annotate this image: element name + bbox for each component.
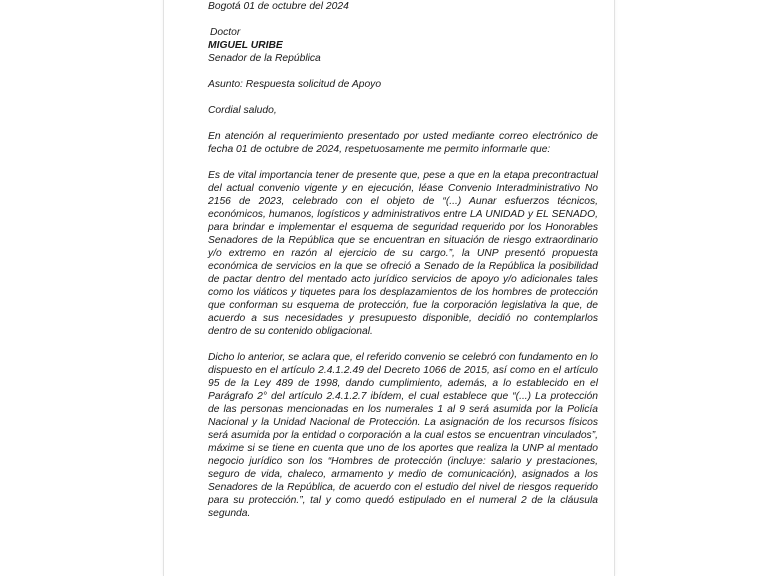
letter-paragraph-legal-basis: Dicho lo anterior, se aclara que, el referido convenio se celebró con fundamento en lo dispuesto en el artículo 2.4.1.2.49 del Decreto 1066 de 2015, así como en el artículo 95 de la Ley 489 de 1998, dando cumplimiento, además, a lo establecido en el Parágrafo 2° del artículo 2.4.1.2.7 ibídem, el cual establece que “(...) La protección de las personas mencionadas en los numerales 1 al 9 será asumida por la Policía Nacional y la Unidad Nacional de Protección. La asignación de los recursos físicos será asumida por la entidad o corporación a la cual estos se encuentran vinculados”, máxime si se tiene en cuenta que uno de los aportes que realiza la UNP al mentado negocio jurídico son los “Hombres de protección (incluye: salario y prestaciones, seguro de vida, chaleco, armamento y medio de comunicación), asignados a los Senadores de la República, de acuerdo con el estudio del nivel de riesgos requerido para su protección.”, tal y como quedó estipulado en el numeral 2 de la cláusula segunda. bbox=[208, 352, 598, 519]
addressee-name: MIGUEL URIBE bbox=[208, 40, 283, 51]
letter-body bbox=[208, 0, 598, 520]
letter-greeting: Cordial saludo, bbox=[208, 105, 277, 116]
addressee-title: Doctor bbox=[210, 27, 241, 38]
letter-date: Bogotá 01 de octubre del 2024 bbox=[208, 1, 349, 12]
letter-paragraph-context: Es de vital importancia tener de presente que, pese a que en la etapa precontractual del actual convenio vigente y en ejecución, léase Convenio Interadministrativo No 2156 de 2023, celebrado con el objeto de “(...) Aunar esfuerzos técnicos, económicos, humanos, logísticos y administrativos entre LA UNIDAD y EL SENADO, para brindar e implementar el esquema de seguridad requerido por los Honorables Senadores de la República que se encuentran en situación de riesgo extraordinario y/o extremo en razón al ejercicio de su cargo.”, la UNP presentó propuesta económica de servicios en la que se ofreció a Senado de la República la posibilidad de pactar dentro del mentado acto jurídico servicios de apoyo y/o adicionales tales como los viáticos y tiquetes para los desplazamientos de los hombres de protección que conforman su esquema de protección, fue la corporación legislativa la que, de acuerdo a sus necesidades y presupuesto disponible, decidió no contemplarlos dentro de su contenido obligacional. bbox=[208, 170, 598, 337]
letter-paragraph-intro: En atención al requerimiento presentado por usted mediante correo electrónico de fecha 01 de octubre de 2024, respetuosamente me permito informarle que: bbox=[208, 131, 598, 155]
letter-subject: Asunto: Respuesta solicitud de Apoyo bbox=[208, 79, 382, 90]
addressee-block bbox=[208, 26, 598, 65]
addressee-position: Senador de la República bbox=[208, 53, 321, 64]
